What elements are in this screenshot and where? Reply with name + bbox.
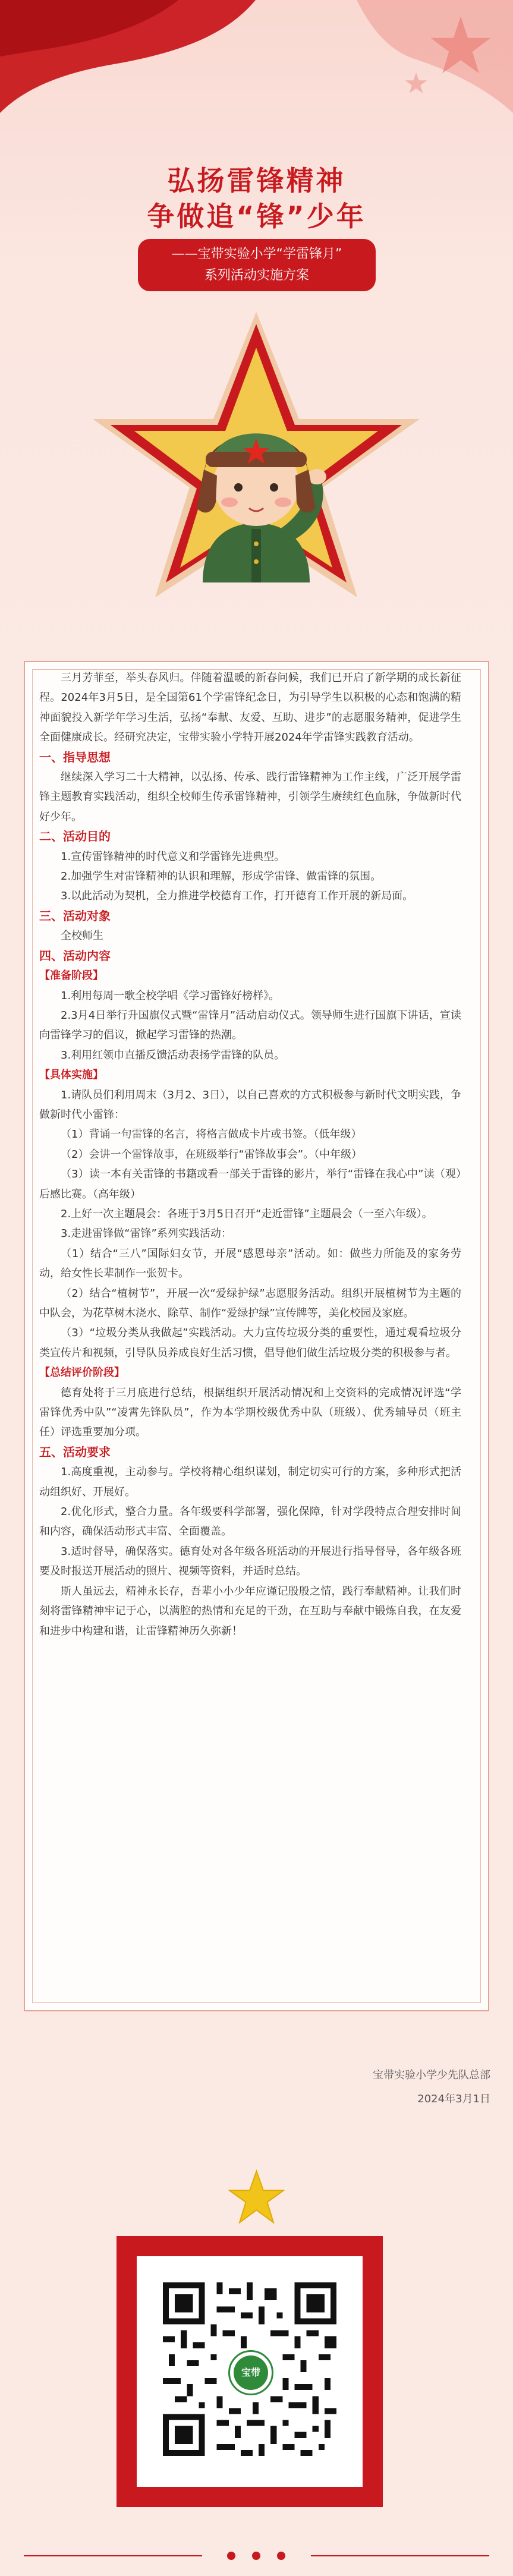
footer-dot [252,2552,260,2560]
target-text: 全校师生 [61,930,103,943]
footer-dot [277,2552,285,2560]
impl-subitem: （3）读一本有关雷锋的书籍或看一部关于雷锋的影片，举行“雷锋在我心中”读（观）后感比赛。（高年级） [39,1168,461,1201]
stage-heading-implementation: 【具体实施】 [39,1069,103,1082]
requirement-item: 2.优化形式，整合力量。各年级要科学部署，强化保障，针对学段特点合理安排时间和内容，确保活动形式丰富、全面覆盖。 [39,1506,461,1538]
plan-body [39,668,461,1641]
footer-dot [227,2552,235,2560]
purpose-item: 3.以此活动为契机，全力推进学校德育工作，打开德育工作开展的新局面。 [61,890,414,903]
impl-subitem: （1）结合“三八”国际妇女节，开展“感恩母亲”活动。如：做些力所能及的家务劳动，给女性长辈制作一张贺卡。 [39,1247,461,1280]
signature-block [373,2064,490,2111]
prep-item: 2.3月4日举行升国旗仪式暨“雷锋月”活动启动仪式。领导师生进行国旗下讲话，宣读向雷锋学习的倡议，掀起学习雷锋的热潮。 [39,1009,461,1042]
subtitle-line2: 系列活动实施方案 [204,268,309,283]
section-heading-guideline: 一、指导思想 [39,750,111,764]
organization-name: 宝带实验小学少先队总部 [373,2069,490,2081]
closing-paragraph: 斯人虽远去，精神永长存，吾辈小小少年应谨记殷殷之情，践行奉献精神。让我们时刻将雷锋精神牢记于心，以满腔的热情和充足的干劲，在互助与奉献中锻炼自我，在友爱和进步中构建和谐，让雷锋精神历久弥新！ [39,1585,461,1637]
impl-subitem: （3）“垃圾分类从我做起”实践活动。大力宣传垃圾分类的重要性，通过观看垃圾分类宣传片和视频，引导队员养成良好生活习惯，倡导他们做生活垃圾分类的积极参与者。 [39,1327,461,1359]
impl-paragraph: 1.请队员们利用周末（3月2、3日），以自己喜欢的方式积极参与新时代文明实践，争做新时代小雷锋： [39,1088,461,1121]
page-title-line2: 争做追“锋”少年 [147,200,366,232]
section-heading-requirements: 五、活动要求 [39,1444,111,1459]
stage-heading-prep: 【准备阶段】 [39,969,103,982]
subtitle-banner [138,239,376,291]
guideline-text: 继续深入学习二十大精神，以弘扬、传承、践行雷锋精神为工作主线，广泛开展学雷锋主题教育实践活动，组织全校师生传承雷锋精神，引领学生赓续红色血脉，争做新时代好少年。 [39,771,461,823]
prep-item: 1.利用每周一歌全校学唱《学习雷锋好榜样》。 [61,989,280,1002]
footer-divider-left [24,2555,202,2556]
section-heading-purpose: 二、活动目的 [39,829,111,844]
section-heading-content: 四、活动内容 [39,948,111,963]
plan-content-card [24,661,489,2011]
section-heading-target: 三、活动对象 [39,908,111,923]
impl-subitem: （2）会讲一个雷锋故事，在班级举行“雷锋故事会”。（中年级） [61,1148,363,1161]
page-title-line1: 弘扬雷锋精神 [167,165,346,197]
purpose-item: 1.宣传雷锋精神的时代意义和学雷锋先进典型。 [61,850,285,863]
impl-subitem: （2）结合“植树节”，开展一次“爱绿护绿”志愿服务活动。组织开展植树节为主题的中队会，为花草树木浇水、除草、制作“爱绿护绿”宣传牌等，美化校园及家庭。 [39,1287,461,1320]
subtitle-line1: ——宝带实验小学“学雷锋月” [171,247,342,262]
impl-paragraph: 3.走进雷锋做“雷锋”系列实践活动： [61,1227,232,1240]
gold-star-icon [228,2169,285,2226]
stage-heading-evaluation: 【总结评价阶段】 [39,1366,125,1380]
small-star-icon [404,71,428,95]
star-icon [428,13,493,78]
footer-divider-right [311,2555,489,2556]
impl-subitem: （1）背诵一句雷锋的名言，将格言做成卡片或书签。（低年级） [61,1128,362,1141]
prep-item: 3.利用红领巾直播反馈活动表扬学雷锋的队员。 [61,1048,285,1062]
purpose-item: 2.加强学生对雷锋精神的认识和理解，形成学雷锋、做雷锋的氛围。 [61,870,382,883]
intro-paragraph: 三月芳菲至，举头春风归。伴随着温暖的新春问候，我们已开启了新学期的成长新征程。2024年3月5日，是全国第61个学雷锋纪念日，为引导学生以积极的心态和饱满的精神面貌投入新学年学习生活，弘扬“奉献、友爱、互助、进步”的志愿服务精神，促进学生全面健康成长。经研究决定，宝带实验小学特开展2024年学雷锋实践教育活动。 [39,672,461,744]
requirement-item: 1.高度重视，主动参与。学校将精心组织谋划，制定切实可行的方案，多种形式把活动组织好、开展好。 [39,1466,461,1498]
school-logo-text: 宝带 [234,2355,268,2390]
lei-feng-illustration [78,303,435,612]
qr-code-frame [117,2236,383,2507]
issue-date: 2024年3月1日 [417,2093,490,2105]
requirement-item: 3.适时督导，确保落实。德育处对各年级各班活动的开展进行指导督导，各年级各班要及时报送开展活动的照片、视频等资料，并适时总结。 [39,1545,461,1578]
header-banner [0,0,513,672]
school-logo-icon [228,2350,273,2395]
evaluation-text: 德育处将于三月底进行总结，根据组织开展活动情况和上交资料的完成情况评选“学雷锋优秀中队”“凌霄先锋队员”，作为本学期校级优秀中队（班级）、优秀辅导员（班主任）评选重要加分项。 [39,1386,461,1439]
impl-paragraph: 2.上好一次主题晨会：各班于3月5日召开“走近雷锋”主题晨会（一至六年级）。 [61,1207,433,1220]
qr-code-area[interactable] [137,2256,363,2487]
